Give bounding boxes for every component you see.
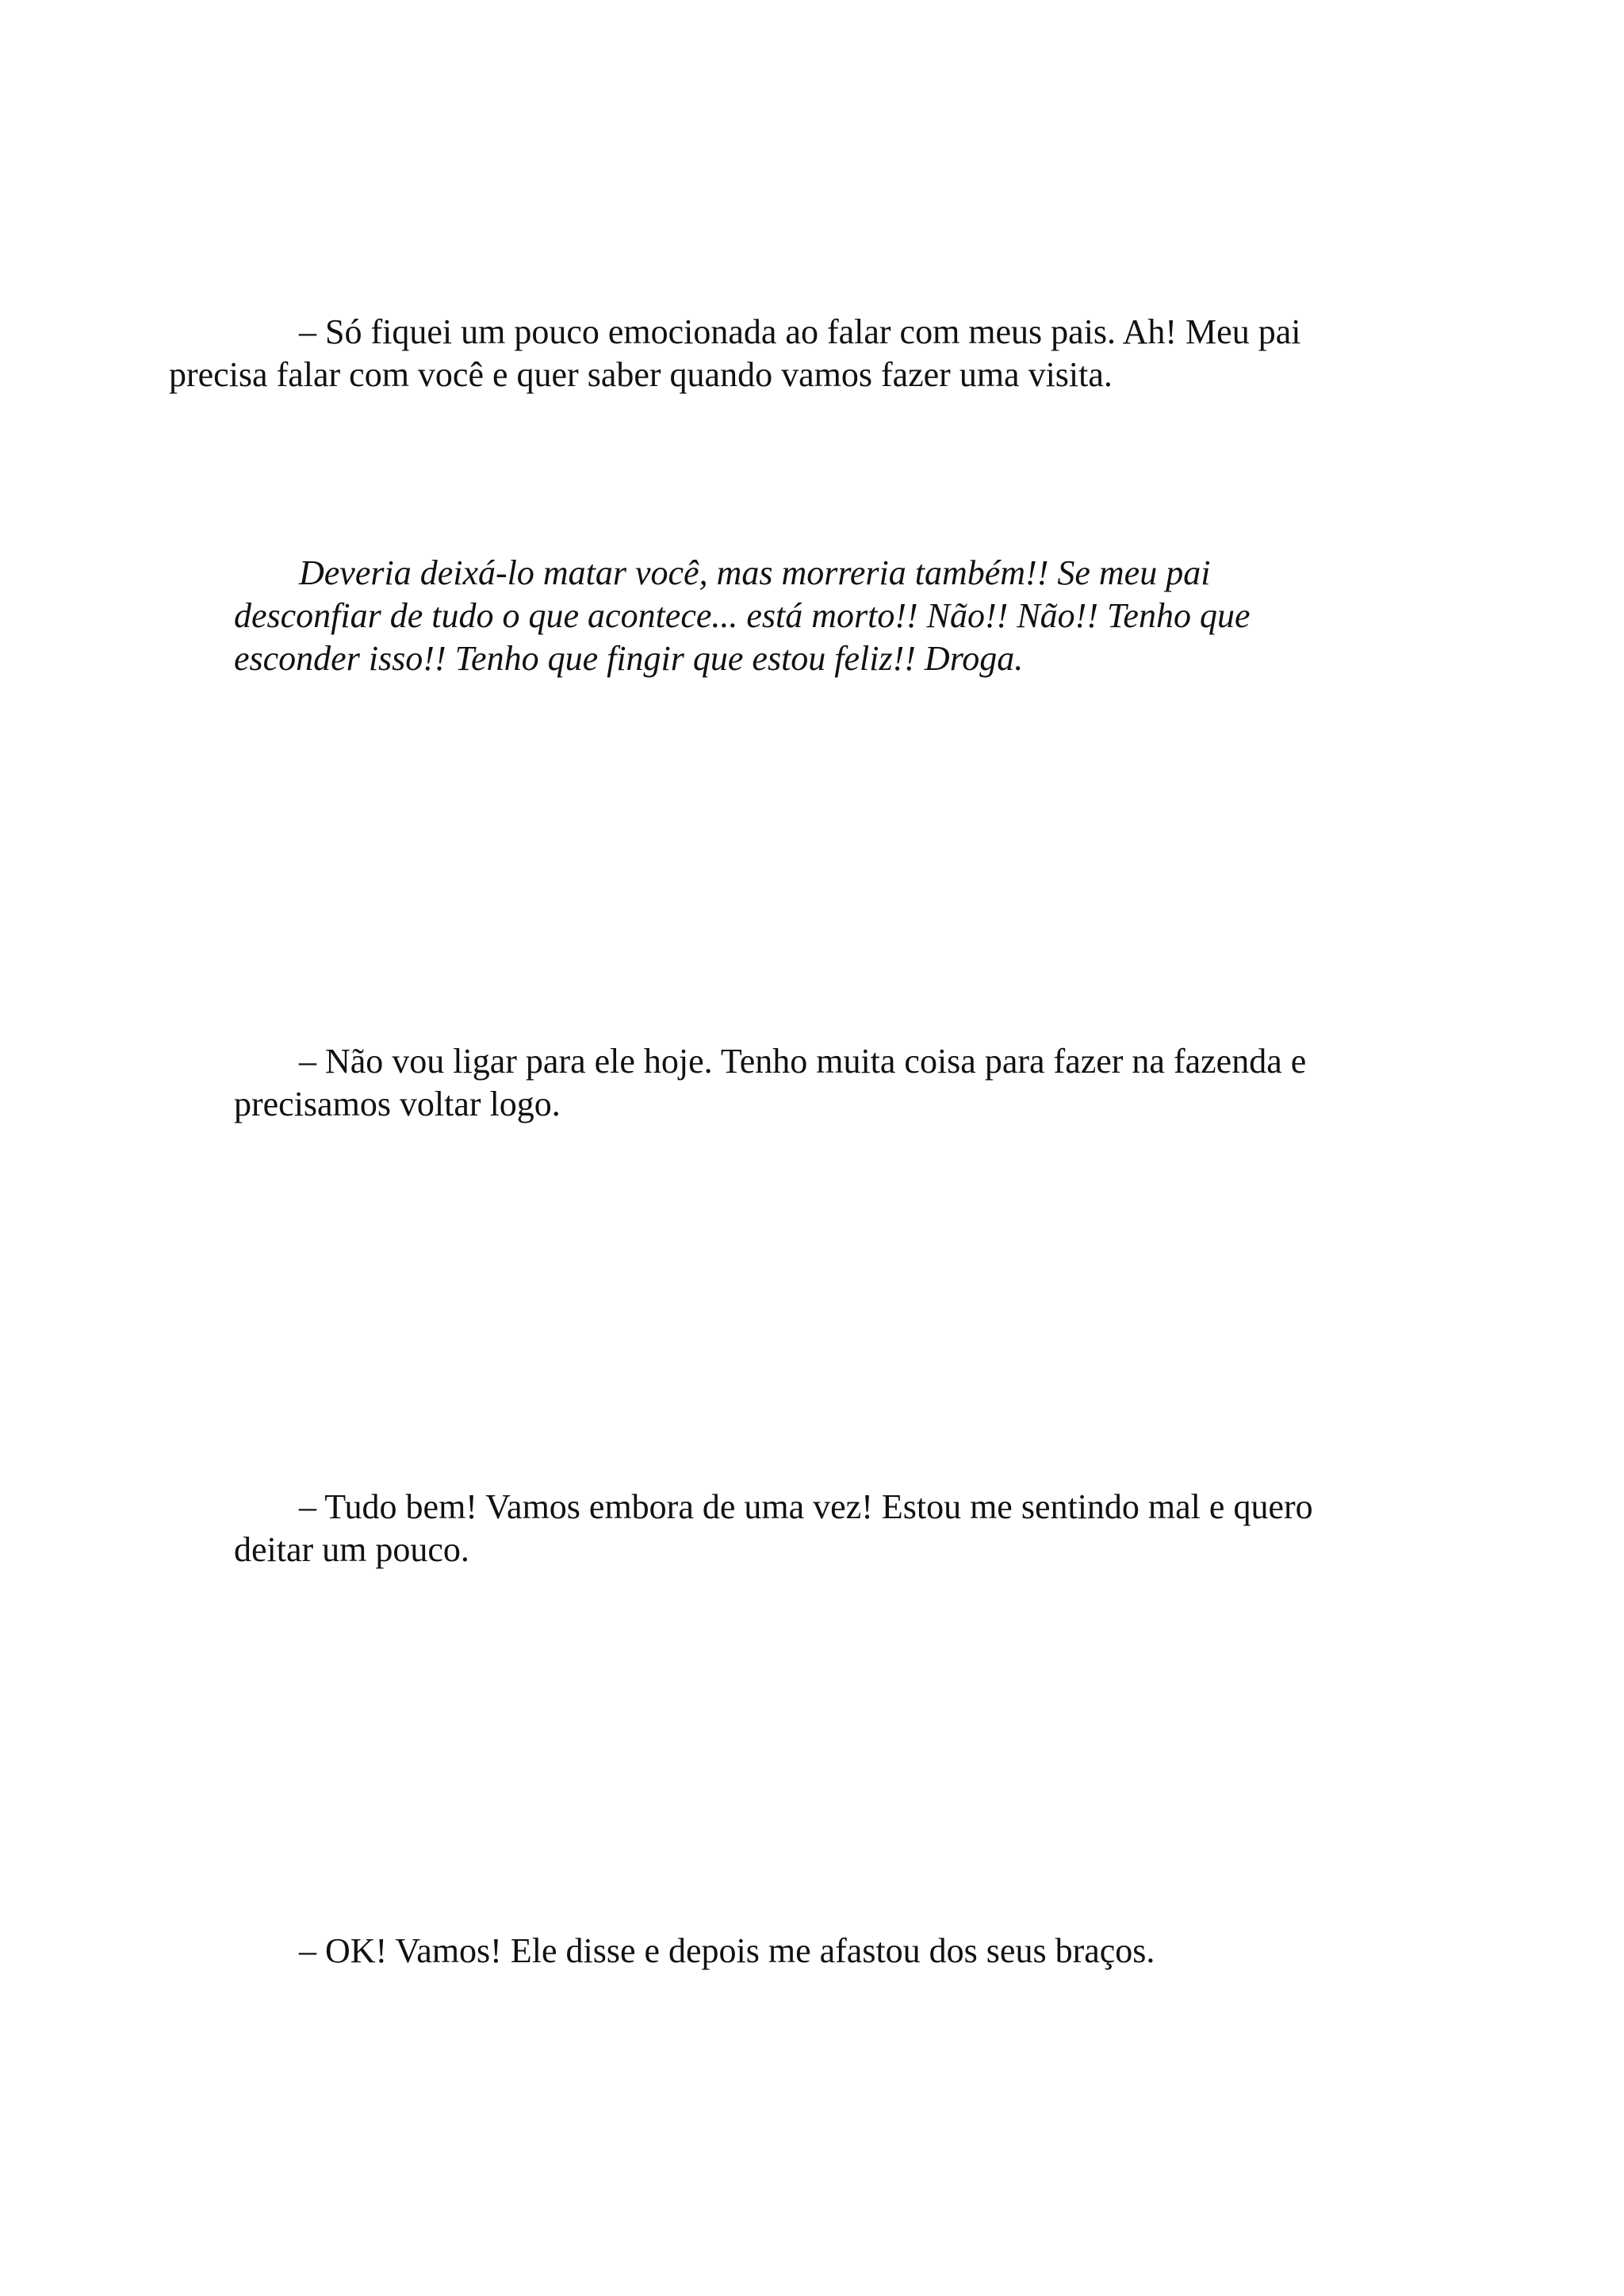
text-line: esconder isso!! Tenho que fingir que estou feliz!! Droga. [234,639,1024,678]
text-line: deitar um pouco. [234,1530,469,1569]
text-line: – Só fiquei um pouco emocionada ao falar com meus pais. Ah! Meu pai [299,312,1301,351]
text-line: precisa falar com você e quer saber quando vamos fazer uma visita. [169,355,1113,394]
text-line: Deveria deixá-lo matar você, mas morreria também!! Se meu pai [299,553,1211,592]
inner-thought-paragraph [234,552,1392,680]
dialogue-paragraph [234,1930,1392,1973]
dialogue-paragraph [169,311,1392,396]
text-line: – OK! Vamos! Ele disse e depois me afastou dos seus braços. [299,1931,1155,1970]
dialogue-paragraph [234,1040,1392,1126]
dialogue-paragraph [234,1486,1392,1571]
text-line: – Tudo bem! Vamos embora de uma vez! Estou me sentindo mal e quero [299,1487,1313,1526]
text-line: desconfiar de tudo o que acontece... está morto!! Não!! Não!! Tenho que [234,596,1251,635]
text-line: – Não vou ligar para ele hoje. Tenho muita coisa para fazer na fazenda e [299,1042,1307,1081]
text-line: precisamos voltar logo. [234,1085,561,1123]
